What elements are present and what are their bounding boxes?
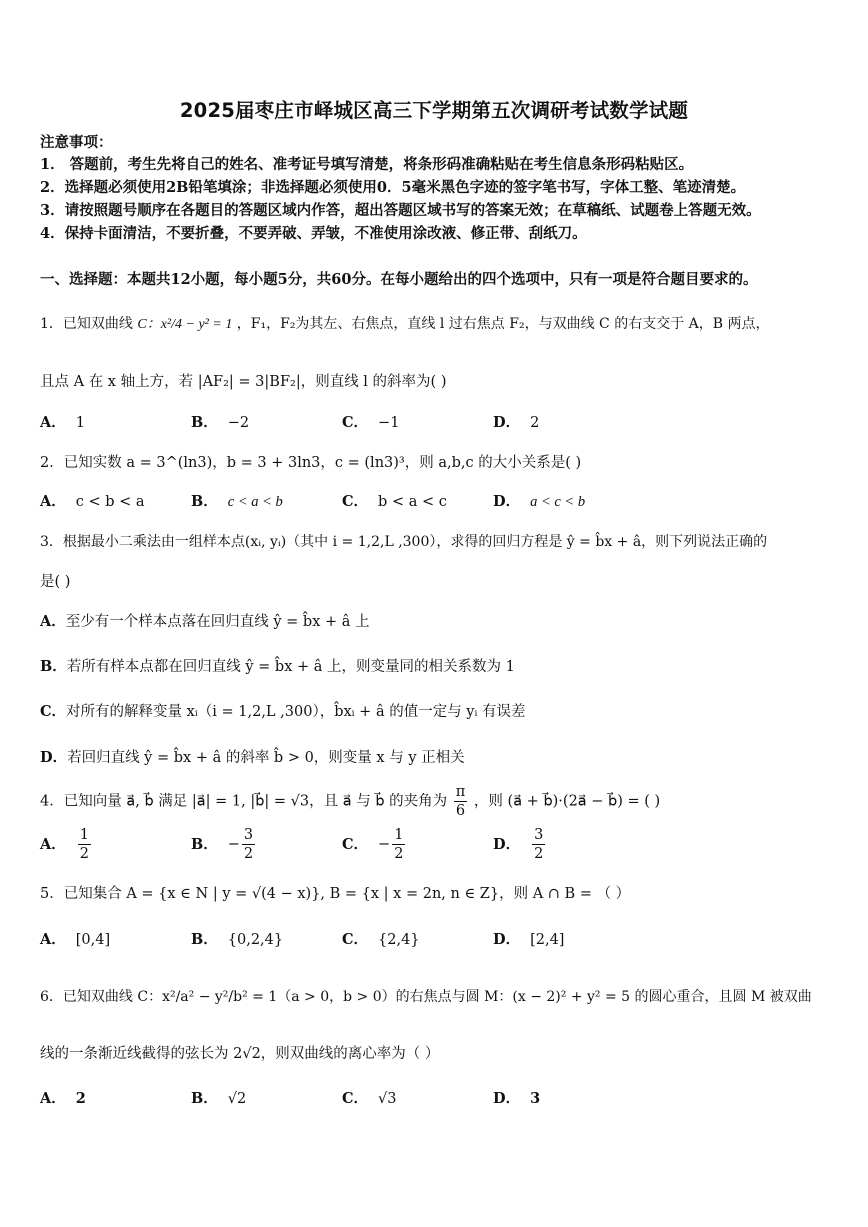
question-2-option-b: B． c < a < b	[191, 493, 283, 510]
question-1-options	[40, 411, 840, 451]
question-3-option-c: C．对所有的解释变量 xᵢ（i = 1,2,L ,300），b̂xᵢ + â 的值一定与 yᵢ 有误差	[40, 703, 526, 720]
question-3-line-2: 是( )	[40, 574, 71, 590]
question-2-option-a: A． c < b < a	[40, 493, 145, 510]
question-1-number: 1．已知双曲线	[40, 316, 133, 332]
question-4-option-d: D． $\frac{3}{2}$	[493, 827, 544, 862]
page-title: 2025届枣庄市峄城区高三下学期第五次调研考试数学试题	[179, 99, 689, 122]
question-5-option-c: C． {2,4}	[342, 931, 420, 948]
question-4-stem-end: ，则 (a⃗ + b⃗)·(2a⃗ − b⃗) = ( )	[473, 793, 661, 810]
question-6-options	[40, 1087, 840, 1127]
notice-item-4: 4．保持卡面清洁，不要折叠，不要弄破、弄皱，不准使用涂改液、修正带、刮纸刀。	[40, 225, 587, 242]
question-3-option-a: A．至少有一个样本点落在回归直线 ŷ = b̂x + â 上	[40, 613, 370, 630]
question-2-option-c: C． b < a < c	[342, 493, 447, 510]
question-6-line-2: 线的一条渐近线截得的弦长为 2√2，则双曲线的离心率为（ ）	[40, 1046, 440, 1062]
question-1-option-a: A． 1	[40, 414, 85, 431]
question-4-options	[40, 826, 840, 870]
question-6-line-1: 6．已知双曲线 C：x²/a² − y²/b² = 1（a > 0，b > 0）的右焦点与圆 M：(x − 2)² + y² = 5 的圆心重合，且圆 M 被双曲	[40, 989, 812, 1005]
question-2-stem: 2．已知实数 a = 3^(ln3)，b = 3 + 3ln3，c = (ln3)³，则 a,b,c 的大小关系是( )	[40, 455, 582, 471]
question-5-stem: 5．已知集合 A = {x ∈ N | y = √(4 − x)}, B = {x | x = 2n, n ∈ Z}，则 A ∩ B = （ ）	[40, 886, 631, 902]
question-5-option-d: D． [2,4]	[493, 931, 565, 948]
question-2-option-d: D． a < c < b	[493, 493, 586, 510]
notice-item-1: 1． 答题前，考生先将自己的姓名、准考证号填写清楚，将条形码准确粘贴在考生信息条形码粘贴区。	[40, 156, 694, 173]
question-1-stem: ，F₁，F₂为其左、右焦点，直线 l 过右焦点 F₂，与双曲线 C 的右支交于 A，B 两点，	[236, 316, 770, 332]
section-heading: 一、选择题：本题共12小题，每小题5分，共60分。在每小题给出的四个选项中，只有一项是符合题目要求的。	[40, 271, 758, 288]
question-4-option-c: C． − $\frac{1}{2}$	[342, 827, 404, 862]
question-6-option-d: D． 3	[493, 1090, 541, 1107]
question-1-line-2: 且点 A 在 x 轴上方，若 |AF₂| = 3|BF₂|，则直线 l 的斜率为( )	[40, 374, 447, 390]
notice-heading: 注意事项：	[40, 134, 113, 151]
question-4-option-b: B． − $\frac{3}{2}$	[191, 827, 254, 862]
question-1-option-b: B． −2	[191, 414, 250, 431]
question-4-stem-start: 4．已知向量 a⃗, b⃗ 满足 |a⃗| = 1, |b⃗| = √3，且 a⃗ 与 b⃗ 的夹角为	[40, 793, 448, 810]
question-6-option-a: A． 2	[40, 1090, 86, 1107]
question-6-option-b: B． √2	[191, 1090, 247, 1107]
question-3-line-1: 3．根据最小二乘法由一组样本点(xᵢ, yᵢ)（其中 i = 1,2,L ,300），求得的回归方程是 ŷ = b̂x + â，则下列说法正确的	[40, 534, 768, 550]
question-1-line-1	[40, 313, 770, 333]
question-4-angle-fraction: $\frac{\pi}{6}$	[455, 784, 466, 819]
notice-item-2: 2．选择题必须使用2B铅笔填涂；非选择题必须使用0．5毫米黑色字迹的签字笔书写，字体工整、笔迹清楚。	[40, 179, 746, 196]
notice-item-3: 3．请按照题号顺序在各题目的答题区域内作答，超出答题区域书写的答案无效；在草稿纸、试题卷上答题无效。	[40, 202, 761, 219]
question-4-option-a: A． $\frac{1}{2}$	[40, 827, 89, 862]
question-3-option-b: B．若所有样本点都在回归直线 ŷ = b̂x + â 上，则变量同的相关系数为 1	[40, 658, 515, 675]
question-1-curve: C：x²/4 − y² = 1	[137, 317, 233, 332]
question-5-option-a: A． [0,4]	[40, 931, 111, 948]
question-4-stem	[40, 783, 660, 820]
question-5-options	[40, 928, 840, 968]
question-3-option-d: D．若回归直线 ŷ = b̂x + â 的斜率 b̂ > 0，则变量 x 与 y 正相关	[40, 749, 465, 766]
question-2-options	[40, 490, 840, 530]
question-6-option-c: C． √3	[342, 1090, 397, 1107]
question-1-option-d: D． 2	[493, 414, 540, 431]
question-1-option-c: C． −1	[342, 414, 400, 431]
question-5-option-b: B． {0,2,4}	[191, 931, 284, 948]
